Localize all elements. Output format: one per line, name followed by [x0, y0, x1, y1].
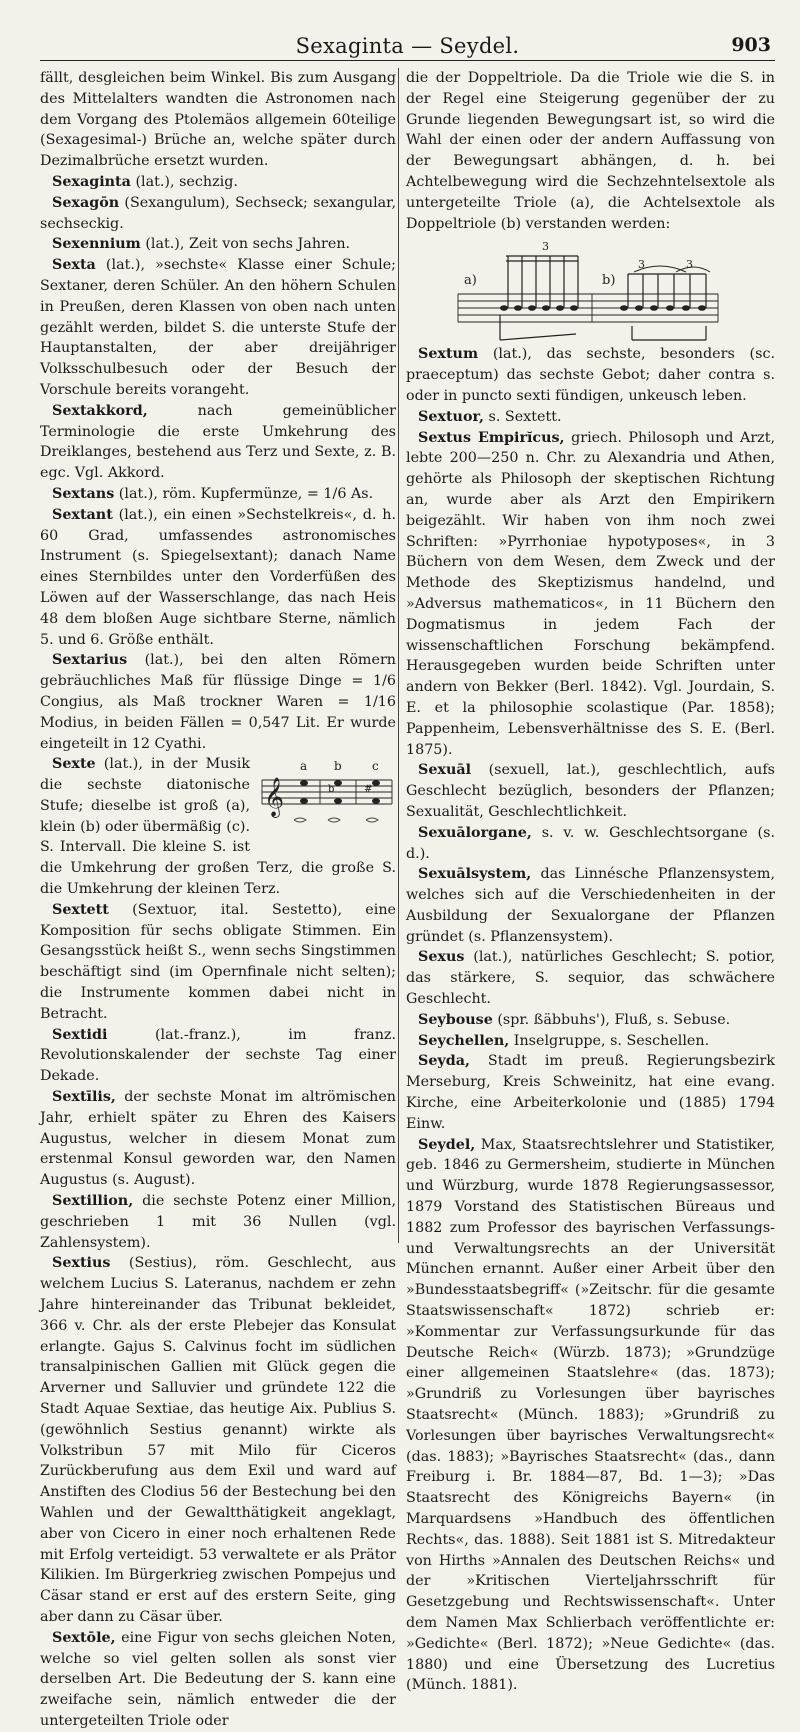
entry-seydel: Seydel, Max, Staatsrechtslehrer und Statistiker, geb. 1846 zu Germersheim, studierte in München und Würzburg, wurde 1878 Regierungsassessor, 1879 Vorstand des Statistischen Büreaus und 1882 zum Professor des bayrischen Verfassungs- und Verwaltungsrechts an der Universität München ernannt. Außer einer Arbeit über den »Bundesstaatsbegriff« (»Zeitschr. für die gesamte Staatswissenschaft« 1872) schrieb er: »Kommentar zur Verfassungsurkunde für das Deutsche Reich« (Würzb. 1873); »Grundzüge einer allgemeinen Staatslehre« (das. 1873); »Grundriß zu Vorlesungen über bayrisches Staatsrecht« (Münch. 1883); »Grundriß zu Vorlesungen über bayrisches Verwaltungsrecht« (das. 1883); »Bayrisches Staatsrecht« (das., dann Freiburg i. Br. 1884—87, Bd. 1—3); »Das Staatsrecht des Königreichs Bayern« (in Marquardsens »Handbuch des öffentlichen Rechts«, das. 1888). Seit 1881 ist S. Mitredakteur von Hirths »Annalen des Deutschen Reichs« und der »Kritischen Vierteljahrsschrift für Gesetzgebung und Rechtswissenschaft«. Unter dem Namen Max Schlierbach veröffentlichte er: »Gedichte« (Berl. 1872); »Neue Gedichte« (das. 1880) und eine Übersetzung des Lucretius (Münch. 1881). [406, 1136, 775, 1694]
entry-sextus-empiricus: Sextus Empirĭcus, griech. Philosoph und Arzt, lebte 200—250 n. Chr. zu Alexandria und Athen, gehörte als Philosoph der skeptischen Richtung an, wurde aber als Arzt den Empirikern beigezählt. Wir haben von ihm noch zwei Schriften: »Pyrrhoniae hypotyposes«, in 3 Büchern von dem Wesen, dem Zweck und der Methode des Skeptizismus handelnd, und »Adversus mathematicos«, in 11 Büchern den Dogmatismus in jedem Fach der wissenschaftlichen Forschung bekämpfend. Herausgegeben wurden beide Schriften unter andern von Bekker (Berl. 1842). Vgl. Jourdain, S. E. et la philosophie scolastique (Par. 1858); Pappenheim, Lebensverhältnisse des S. E. (Berl. 1875). [406, 429, 775, 758]
entry-sexualsystem: Sexuālsystem, das Linnésche Pflanzensystem, welches sich auf die Verschiedenheiten in der Ausbildung der Sexualorgane der Pflanzen gründet (s. Pflanzensystem). [406, 866, 775, 945]
sexte-figure [258, 758, 396, 840]
entry-sextans: Sextans (lat.), röm. Kupfermünze, = 1/6 As. [52, 485, 374, 502]
left-column [40, 68, 396, 1732]
triplet-mark-a: 3 [542, 240, 549, 254]
sexte-label-c: c [372, 759, 379, 774]
right-column [406, 68, 775, 1696]
svg-text:#: # [364, 784, 373, 796]
page-number: 903 [731, 34, 771, 56]
entry-seybouse: Seybouse (spr. ßäbbuhs'), Fluß, s. Sebuse. [418, 1011, 731, 1028]
sextole-music-example [406, 234, 775, 344]
entry-sextillion: Sextillion, die sechste Potenz einer Million, geschrieben 1 mit 36 Nullen (vgl. Zahlensystem). [40, 1193, 396, 1251]
triplet-mark-b2: 3 [686, 258, 693, 272]
entry-sexual: Sexuāl (sexuell, lat.), geschlechtlich, aufs Geschlecht bezüglich, besonders der Pflanzen; Sexualität, Geschlechtlichkeit. [406, 762, 775, 820]
column-divider [398, 68, 399, 1243]
page-title: Sexaginta — Seydel. [295, 34, 520, 58]
page-header [40, 30, 775, 61]
entry-sexte: 𝄞 b # a b c Sexte (lat.), in der Musik die sechste diatonische Stufe; dieselbe ist groß (a), klein (b) oder übermäßig (c). S. Intervall. Die kleine S. ist die Umkehrung der großen Terz, die große S. die Umkehrung der kleinen Terz. [40, 756, 396, 898]
sexte-label-b: b [334, 759, 342, 774]
entry-sexus: Sexus (lat.), natürliches Geschlecht; S. potior, das stärkere, S. sequior, das schwächere Geschlecht. [406, 949, 775, 1008]
entry-seyda: Seyda, Stadt im preuß. Regierungsbezirk Merseburg, Kreis Schweinitz, hat eine evang. Kirche, eine Arbeiterkolonie und (1885) 1794 Einw. [406, 1053, 775, 1132]
entry-sextole-continuation: die der Doppeltriole. Da die Triole wie die S. in der Regel eine Steigerung gegenüber der zu Grunde liegenden Bewegungsart ist, so wird die Wahl der einen oder der andern Auffassung von der Bewegungsart abhängen, d. h. bei Achtelbewegung wird die Sechzehntelsextole als untergeteilte Triole (a), die Achtelsextole als Doppeltriole (b) verstanden werden: [406, 70, 775, 232]
triplet-mark-b1: 3 [638, 258, 645, 272]
entry-seychellen: Seychellen, Inselgruppe, s. Seschellen. [418, 1032, 710, 1049]
entry-sexualorgane: Sexuālorgane, s. v. w. Geschlechtsorgane (s. d.). [406, 824, 775, 862]
entry-sextius: Sextius (Sestius), röm. Geschlecht, aus welchem Lucius S. Lateranus, nachdem er zehn Jahre hintereinander das Tribunat bekleidet, 366 v. Chr. als der erste Plebejer das Konsulat erlangte. Gajus S. Calvinus focht im südlichen transalpinischen Gallien mit Glück gegen die Arverner und Salluvier und gründete 122 die Stadt Aquae Sextiae, das heutige Aix. Publius S. (gewöhnlich Sestius genannt) wirkte als Volkstribun 57 mit Milo für Ciceros Zurückberufung aus dem Exil und ward auf Anstiften des Clodius 56 der Bestechung bei den Wahlen und der Gewaltthätigkeit angeklagt, aber von Cicero in einer noch erhaltenen Rede mit Erfolg verteidigt. 53 verwaltete er als Prätor Kilikien. Im Bürgerkrieg zwischen Pompejus und Cäsar stand er erst auf des erstern Seite, ging aber dann zu Cäsar über. [40, 1255, 396, 1625]
entry-sextarius: Sextarius (lat.), bei den alten Römern gebräuchliches Maß für flüssige Dinge = 1/6 Congius, als Maß trockner Waren = 1/16 Modius, in beiden Fällen = 0,547 Lit. Er wurde eingeteilt in 12 Cyathi. [40, 652, 396, 752]
entry-sextant: Sextant (lat.), ein einen »Sechstelkreis«, d. h. 60 Grad, umfassendes astronomisches Instrument (s. Spiegelsextant); danach Name eines Sternbildes unter den Vorderfüßen des Löwen auf der Wasserschlange, das nach Heis 48 dem bloßen Auge sichtbare Sterne, nämlich 5. und 6. Größe enthält. [40, 506, 396, 648]
svg-text:b: b [328, 784, 335, 796]
entry-sexagon: Sexagōn (Sexangulum), Sechseck; sexangular, sechseckig. [40, 194, 396, 232]
entry-sextum: Sextum (lat.), das sechste, besonders (sc. praeceptum) das sechste Gebot; daher contra s. oder in puncto sexti fündigen, unkeusch leben. [406, 346, 775, 404]
entry-sextilis: Sextīlis, der sechste Monat im altrömischen Jahr, erhielt später zu Ehren des Kaisers Augustus, welcher in diesem Monat zum erstenmal Konsul geworden war, den Namen Augustus (s. August). [40, 1089, 396, 1189]
entry-sexaginta: Sexaginta (lat.), sechzig. [52, 173, 238, 190]
entry-continuation: fällt, desgleichen beim Winkel. Bis zum Ausgang des Mittelalters wandten die Astronomen nach dem Vorgang des Ptolemäos allgemein 60teilige (Sexagesimal-) Brüche an, welche später durch Dezimalbrüche ersetzt wurden. [40, 70, 396, 170]
music-label-b: b) [602, 273, 616, 289]
entry-sexennium: Sexennium (lat.), Zeit von sechs Jahren. [52, 236, 351, 253]
sexte-label-a: a [300, 759, 308, 774]
entry-sextuor: Sextuor, s. Sextett. [418, 408, 562, 425]
entry-sextidi: Sextidi (lat.-franz.), im franz. Revolutionskalender der sechste Tag einer Dekade. [40, 1026, 396, 1085]
svg-text:𝄞: 𝄞 [264, 777, 285, 818]
entry-sexta: Sexta (lat.), »sechste« Klasse einer Schule; Sextaner, deren Schüler. An den höhern Schulen in Preußen, deren Klassen von oben nach unten gezählt werden, bildet S. die unterste Stufe der Hauptanstalten, der aber dreijähriger Volksschulbesuch oder der Besuch der Vorschule bereits vorangeht. [40, 257, 396, 398]
entry-sextett: Sextett (Sextuor, ital. Sestetto), eine Komposition für sechs obligate Stimmen. Ein Gesangsstück heißt S., wenn sechs Singstimmen beschäftigt sind (im Opernfinale nicht selten); die Instrumente kommen dabei nicht in Betracht. [40, 901, 396, 1022]
entry-sextole: Sextōle, eine Figur von sechs gleichen Noten, welche so viel gelten sollen als sonst vier derselben Art. Die Bedeutung der S. kann eine zweifache sein, nämlich entweder die der untergeteilten Triole oder [40, 1629, 396, 1729]
music-label-a: a) [464, 273, 477, 289]
entry-sextakkord: Sextakkord, nach gemeinüblicher Terminologie die erste Umkehrung des Dreiklanges, bestehend aus Terz und Sexte, z. B. egc. Vgl. Akkord. [40, 402, 396, 482]
